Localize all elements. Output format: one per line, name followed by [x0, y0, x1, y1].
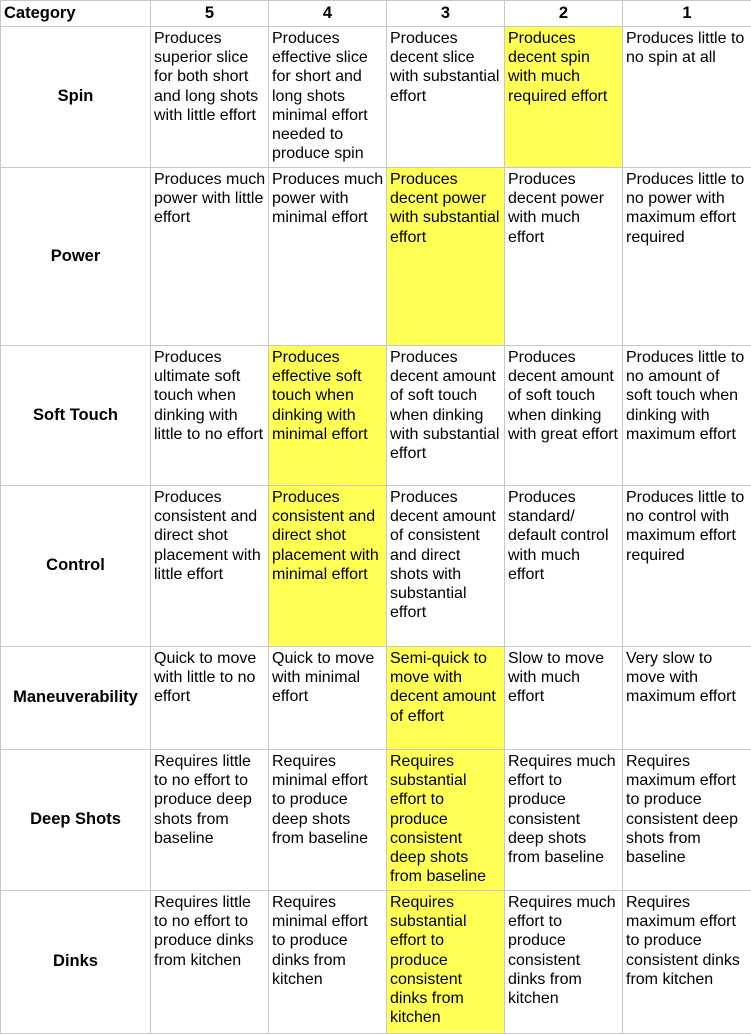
- table-cell-score-2: Slow to move with much effort: [505, 647, 623, 750]
- header-score-1: 1: [623, 1, 751, 27]
- table-cell-score-1: Produces little to no amount of soft touch when dinking with maximum effort: [623, 346, 751, 486]
- table-cell-score-4: Quick to move with minimal effort: [269, 647, 387, 750]
- table-cell-score-4: Produces much power with minimal effort: [269, 168, 387, 346]
- table-cell-score-2: Produces decent amount of soft touch when dinking with great effort: [505, 346, 623, 486]
- row-category-label: Maneuverability: [1, 647, 151, 750]
- table-row-deep-shots: [1, 750, 751, 891]
- table-cell-score-5: Produces consistent and direct shot placement with little effort: [151, 486, 269, 647]
- table-row-maneuverability: [1, 647, 751, 750]
- row-category-label: Spin: [1, 27, 151, 168]
- row-category-label: Control: [1, 486, 151, 647]
- table-row-spin: [1, 27, 751, 168]
- table-cell-score-3: Produces decent slice with substantial effort: [387, 27, 505, 168]
- table-cell-score-1: Requires maximum effort to produce consistent dinks from kitchen: [623, 891, 751, 1034]
- header-score-5: 5: [151, 1, 269, 27]
- table-row-control: [1, 486, 751, 647]
- row-category-label: Soft Touch: [1, 346, 151, 486]
- table-cell-score-3-highlighted: Requires substantial effort to produce consistent deep shots from baseline: [387, 750, 505, 891]
- table-cell-score-4-highlighted: Produces consistent and direct shot placement with minimal effort: [269, 486, 387, 647]
- table-cell-score-4: Produces effective slice for short and long shots minimal effort needed to produce spin: [269, 27, 387, 168]
- table-cell-score-4-highlighted: Produces effective soft touch when dinking with minimal effort: [269, 346, 387, 486]
- table-cell-score-2: Produces standard/ default control with much effort: [505, 486, 623, 647]
- header-score-3: 3: [387, 1, 505, 27]
- table-cell-score-3: Produces decent amount of soft touch when dinking with substantial effort: [387, 346, 505, 486]
- table-cell-score-3-highlighted: Requires substantial effort to produce consistent dinks from kitchen: [387, 891, 505, 1034]
- header-row: [1, 1, 751, 27]
- row-category-label: Deep Shots: [1, 750, 151, 891]
- table-cell-score-4: Requires minimal effort to produce dinks from kitchen: [269, 891, 387, 1034]
- table-cell-score-1: Very slow to move with maximum effort: [623, 647, 751, 750]
- table-row-dinks: [1, 891, 751, 1034]
- table-cell-score-1: Requires maximum effort to produce consistent deep shots from baseline: [623, 750, 751, 891]
- header-score-4: 4: [269, 1, 387, 27]
- table-row-power: [1, 168, 751, 346]
- table-cell-score-4: Requires minimal effort to produce deep shots from baseline: [269, 750, 387, 891]
- table-cell-score-5: Requires little to no effort to produce deep shots from baseline: [151, 750, 269, 891]
- table-cell-score-5: Produces superior slice for both short and long shots with little effort: [151, 27, 269, 168]
- table-cell-score-2: Requires much effort to produce consistent deep shots from baseline: [505, 750, 623, 891]
- table-row-soft-touch: [1, 346, 751, 486]
- table-cell-score-2-highlighted: Produces decent spin with much required effort: [505, 27, 623, 168]
- table-cell-score-5: Quick to move with little to no effort: [151, 647, 269, 750]
- table-cell-score-5: Requires little to no effort to produce dinks from kitchen: [151, 891, 269, 1034]
- table-cell-score-1: Produces little to no control with maximum effort required: [623, 486, 751, 647]
- table-cell-score-3: Produces decent amount of consistent and direct shots with substantial effort: [387, 486, 505, 647]
- table-cell-score-1: Produces little to no power with maximum effort required: [623, 168, 751, 346]
- row-category-label: Power: [1, 168, 151, 346]
- table-cell-score-1: Produces little to no spin at all: [623, 27, 751, 168]
- table-cell-score-3-highlighted: Semi-quick to move with decent amount of effort: [387, 647, 505, 750]
- header-score-2: 2: [505, 1, 623, 27]
- row-category-label: Dinks: [1, 891, 151, 1034]
- table-cell-score-5: Produces much power with little effort: [151, 168, 269, 346]
- table-cell-score-5: Produces ultimate soft touch when dinking with little to no effort: [151, 346, 269, 486]
- table-cell-score-2: Produces decent power with much effort: [505, 168, 623, 346]
- table-cell-score-3-highlighted: Produces decent power with substantial effort: [387, 168, 505, 346]
- table-cell-score-2: Requires much effort to produce consistent dinks from kitchen: [505, 891, 623, 1034]
- header-category: Category: [1, 1, 151, 27]
